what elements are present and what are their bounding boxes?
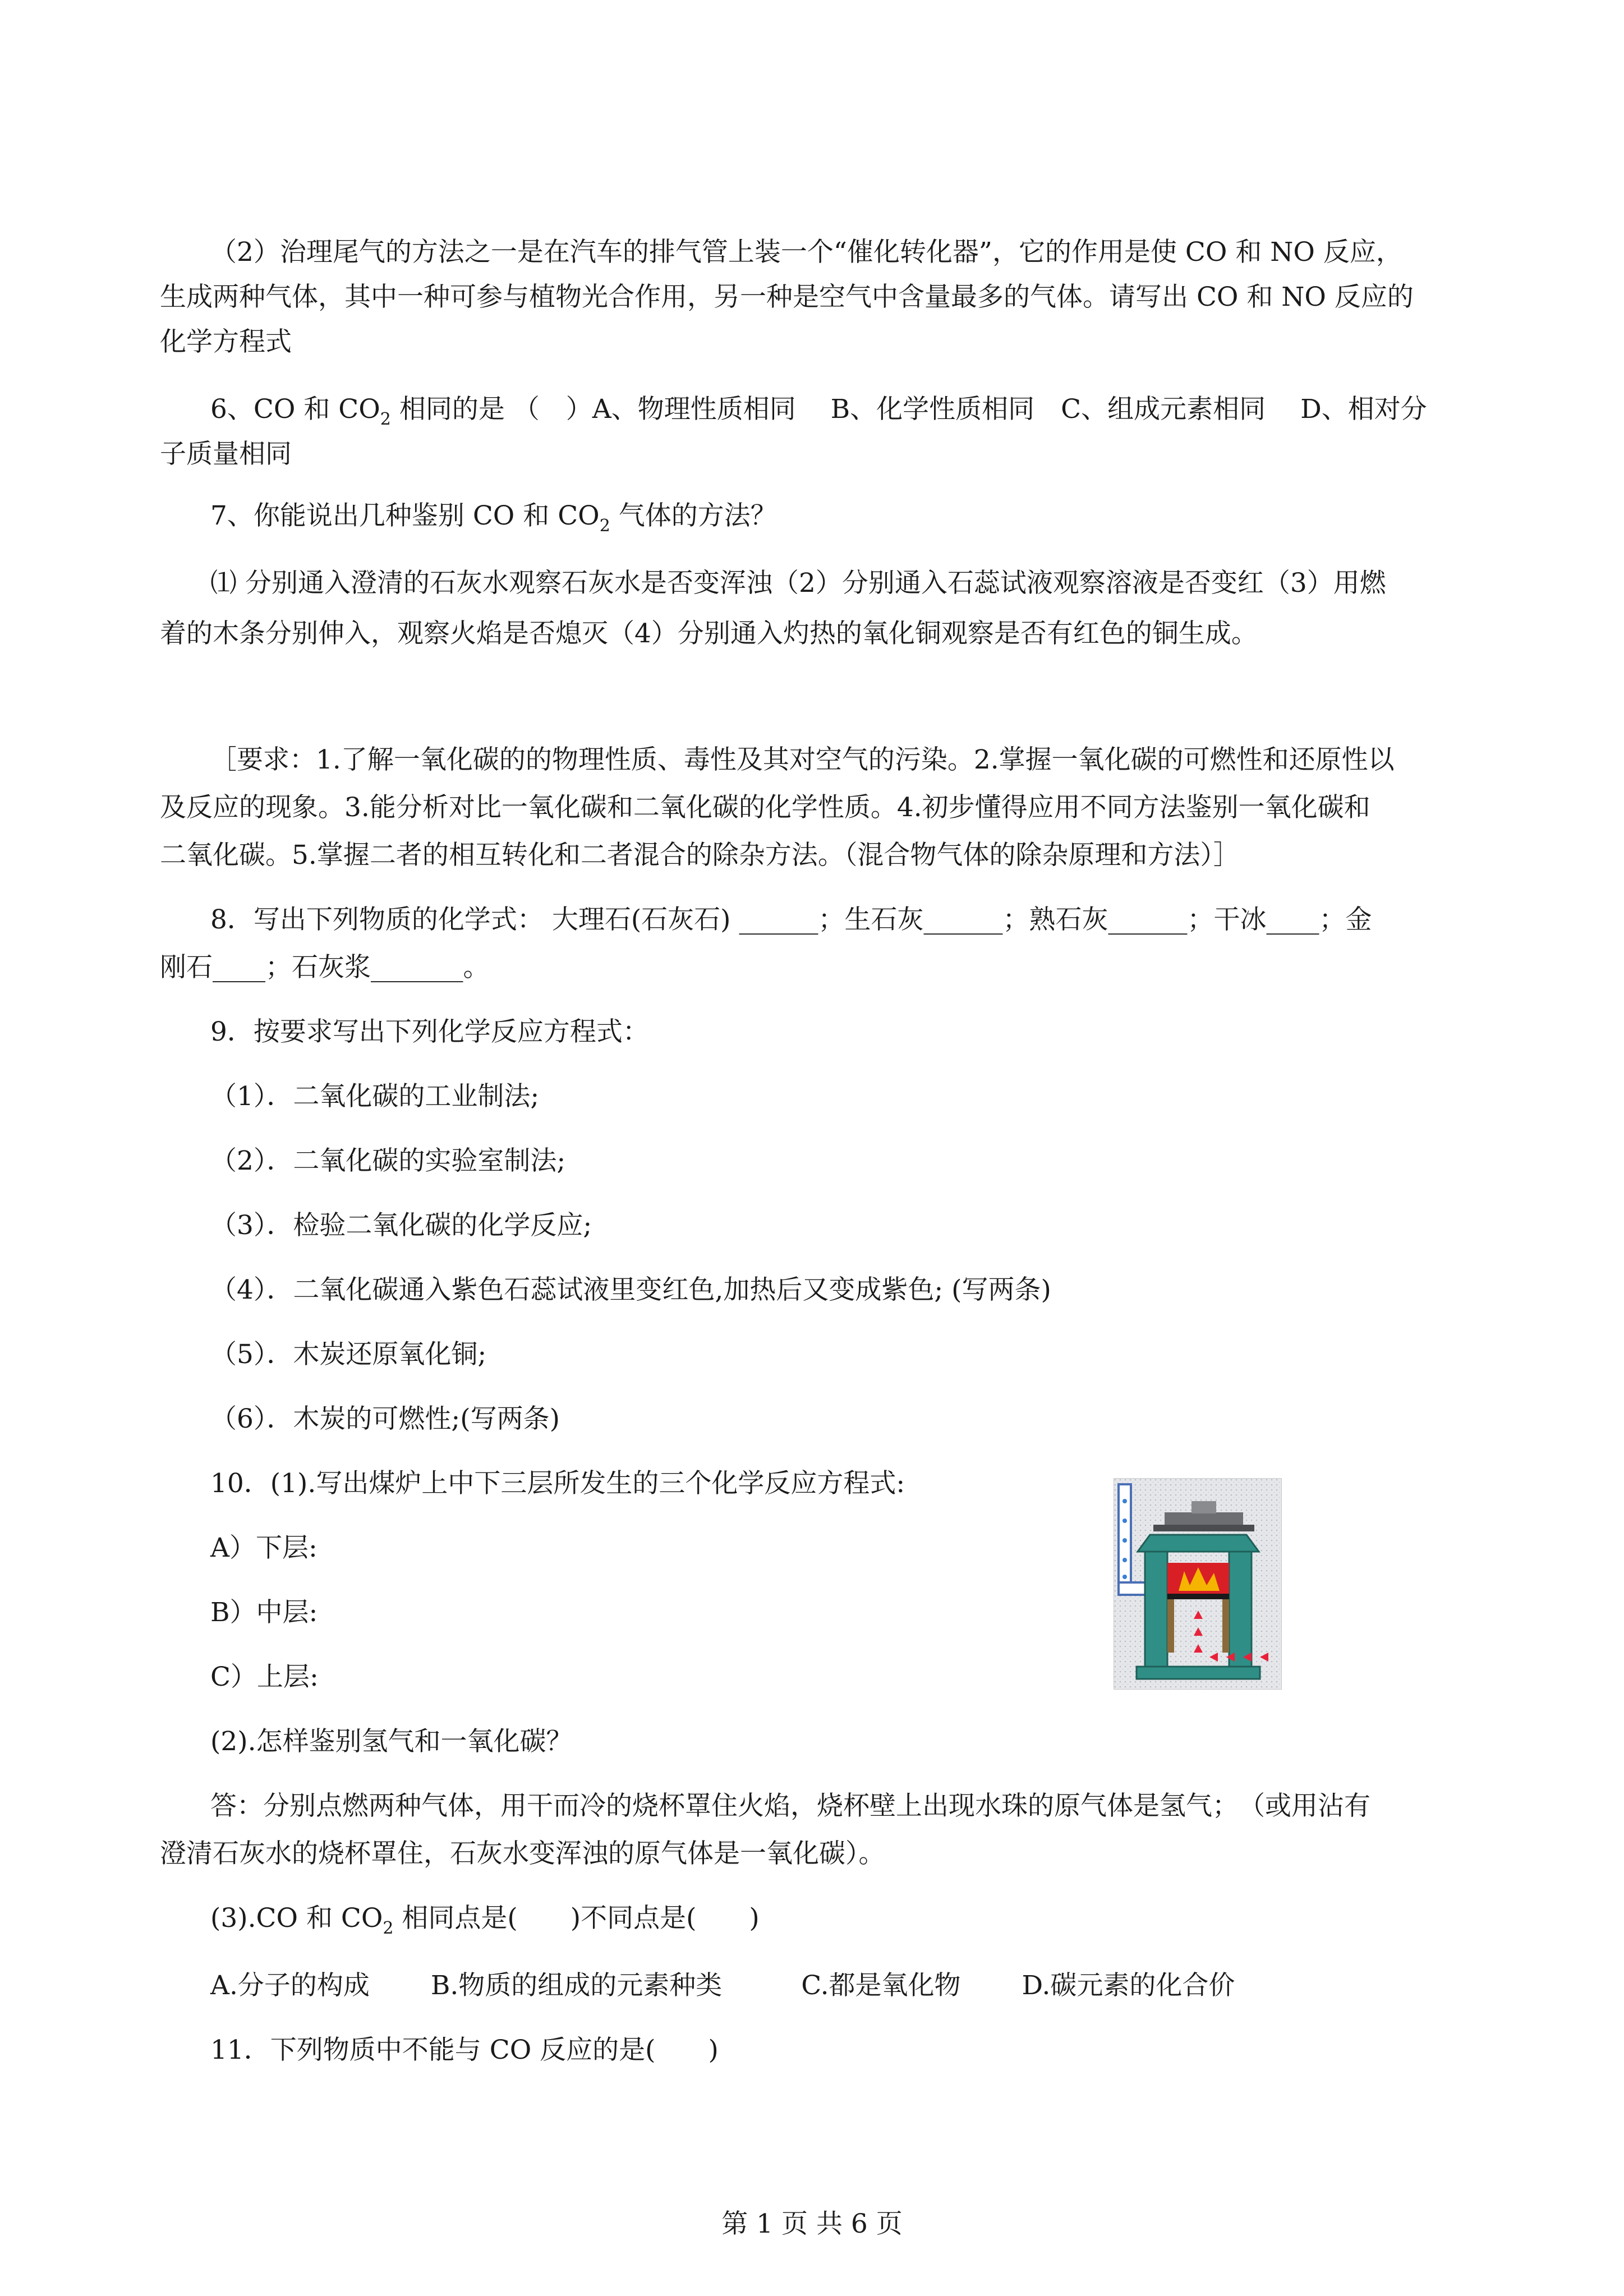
q8-line2: 刚石____；石灰浆_______。 bbox=[160, 952, 490, 983]
q7-post: 气体的方法？ bbox=[610, 500, 777, 531]
q10-a: A）下层: bbox=[210, 1533, 318, 1563]
q10-title: 10．(1).写出煤炉上中下三层所发生的三个化学反应方程式: bbox=[210, 1468, 905, 1499]
requirements-line3: 二氧化碳。5.掌握二者的相互转化和二者混合的除杂方法。（混合物气体的除杂原理和方法）］ bbox=[160, 840, 1240, 871]
coal-stove-illustration bbox=[1114, 1479, 1281, 1689]
q10-c: C）上层: bbox=[210, 1662, 319, 1692]
q7-answer-line2: 着的木条分别伸入，观察火焰是否熄灭（4）分别通入灼热的氧化铜观察是否有红色的铜生成。 bbox=[160, 618, 1258, 649]
q10-p3-post: 相同点是( )不同点是( ) bbox=[393, 1903, 760, 1934]
coal-stove-figure bbox=[1114, 1478, 1282, 1690]
q6-post: 相同的是 （ ）A、物理性质相同 B、化学性质相同 C、组成元素相同 D、相对分 bbox=[390, 394, 1427, 425]
q8-line1: 8．写出下列物质的化学式： 大理石(石灰石) ______；生石灰______；熟石灰______；干冰____；金 bbox=[210, 904, 1372, 935]
q9-item-6: （6）．木炭的可燃性;(写两条) bbox=[210, 1404, 560, 1434]
q10-options: A.分子的构成 B.物质的组成的元素种类 C.都是氧化物 D.碳元素的化合价 bbox=[210, 1970, 1235, 2001]
q10-answer-line1: 答：分别点燃两种气体，用干而冷的烧杯罩住火焰，烧杯壁上出现水珠的原气体是氢气； （或用沾有 bbox=[210, 1791, 1370, 1821]
q10-answer-line2: 澄清石灰水的烧杯罩住，石灰水变浑浊的原气体是一氧化碳）。 bbox=[160, 1838, 885, 1869]
q10-p3-pre: (3).CO 和 CO bbox=[210, 1903, 383, 1934]
q9-item-1: （1）．二氧化碳的工业制法; bbox=[210, 1081, 540, 1112]
q5-2-line3: 化学方程式 bbox=[160, 326, 292, 357]
q5-2-line1: （2）治理尾气的方法之一是在汽车的排气管上装一个“催化转化器”，它的作用是使 CO 和 NO 反应， bbox=[210, 237, 1402, 268]
q6-line2: 子质量相同 bbox=[160, 439, 292, 470]
q7-answer-line1: ⑴ 分别通入澄清的石灰水观察石灰水是否变浑浊（2）分别通入石蕊试液观察溶液是否变红（3）用燃 bbox=[210, 568, 1386, 599]
q9-item-4: （4）．二氧化碳通入紫色石蕊试液里变红色,加热后又变成紫色; (写两条) bbox=[210, 1274, 1051, 1305]
q7-title bbox=[210, 494, 777, 542]
q9-item-5: （5）．木炭还原氧化铜; bbox=[210, 1339, 487, 1370]
q5-2-line2: 生成两种气体，其中一种可参与植物光合作用，另一种是空气中含量最多的气体。请写出 CO 和 NO 反应的 bbox=[160, 282, 1414, 312]
q11-title: 11．下列物质中不能与 CO 反应的是( ) bbox=[210, 2035, 719, 2065]
requirements-line1: ［要求：1.了解一氧化碳的的物理性质、毒性及其对空气的污染。2.掌握一氧化碳的可燃性和还原性以 bbox=[210, 744, 1395, 775]
page-footer: 第 1 页 共 6 页 bbox=[721, 2208, 903, 2239]
q10-p3-subscript: 2 bbox=[383, 1918, 394, 1938]
q10-part2: (2).怎样鉴别氢气和一氧化碳？ bbox=[210, 1726, 573, 1757]
q7-pre: 7、你能说出几种鉴别 CO 和 CO bbox=[210, 500, 600, 531]
q9-item-3: （3）．检验二氧化碳的化学反应; bbox=[210, 1210, 592, 1241]
q9-item-2: （2）．二氧化碳的实验室制法; bbox=[210, 1145, 566, 1176]
q6-pre: 6、CO 和 CO bbox=[210, 394, 380, 425]
q6-subscript: 2 bbox=[380, 409, 391, 429]
q10-b: B）中层: bbox=[210, 1597, 318, 1628]
q10-part3 bbox=[210, 1896, 760, 1944]
q6-line1 bbox=[210, 387, 1427, 435]
requirements-line2: 及反应的现象。3.能分析对比一氧化碳和二氧化碳的化学性质。4.初步懂得应用不同方法鉴别一氧化碳和 bbox=[160, 792, 1370, 823]
q9-title: 9．按要求写出下列化学反应方程式： bbox=[210, 1016, 649, 1047]
q7-subscript: 2 bbox=[599, 516, 610, 536]
